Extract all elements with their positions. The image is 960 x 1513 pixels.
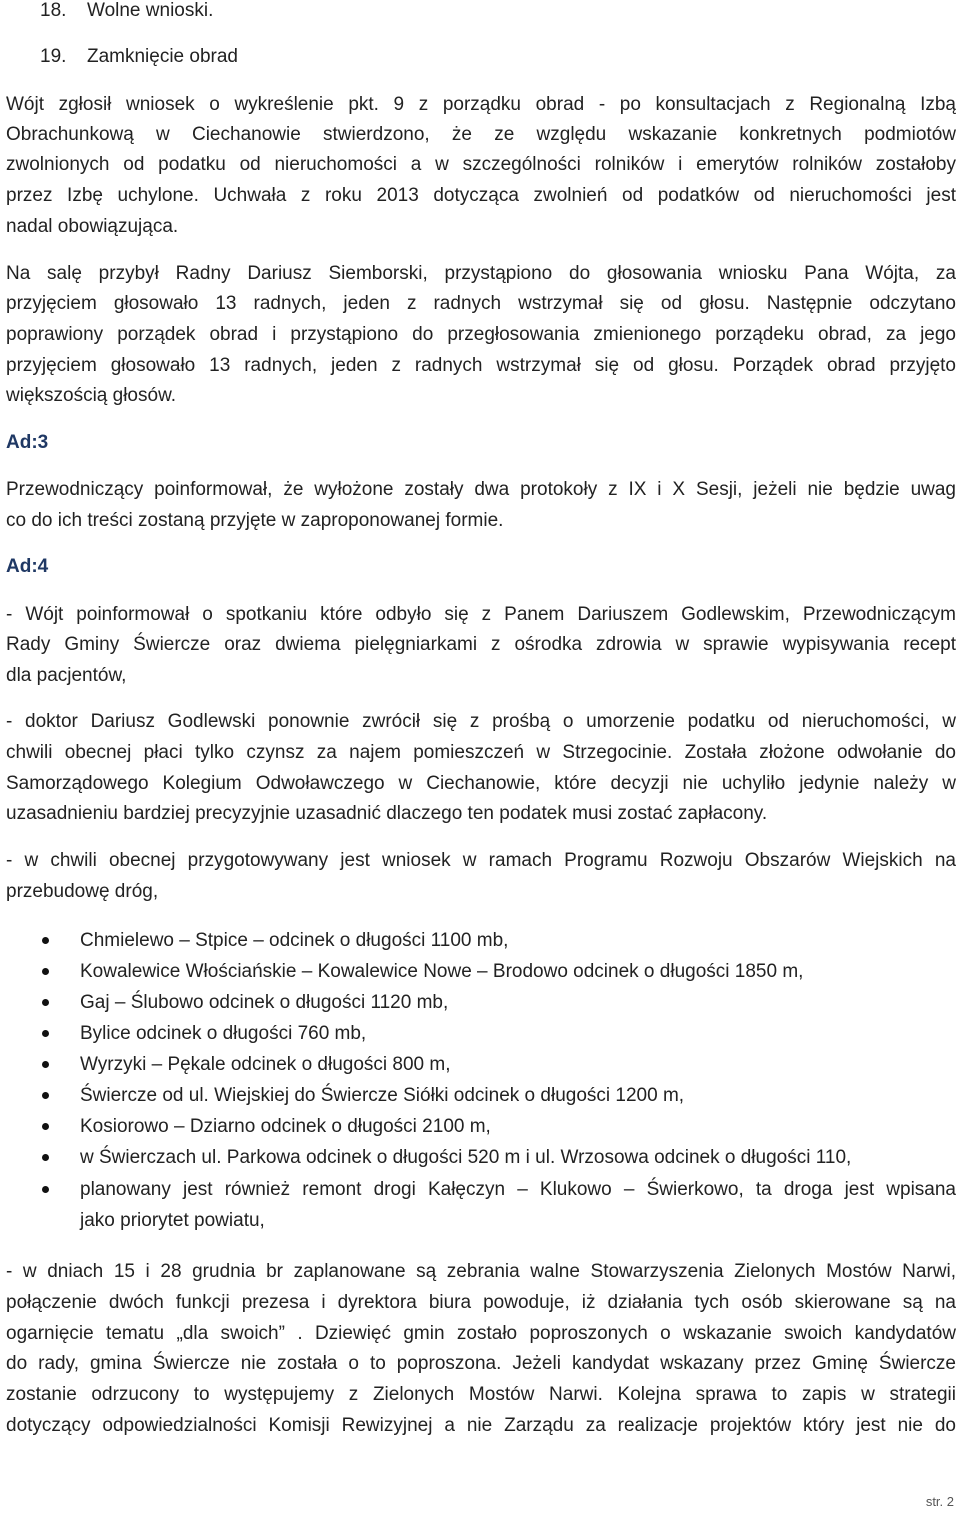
paragraph-line: większością głosów.: [6, 385, 177, 406]
list-item-text: Kowalewice Włościańskie – Kowalewice Nowe – Brodowo odcinek o długości 1850 m,: [80, 961, 804, 982]
paragraph-line: uzasadnieniu bardziej precyzyjnie uzasadnić dlaczego ten podatek musi zostać zapłacony.: [6, 803, 768, 824]
agenda-text: Wolne wnioski.: [86, 0, 214, 21]
bullet-icon: [42, 968, 49, 975]
paragraph-line: przebudowę dróg,: [6, 881, 159, 902]
list-item-text: planowany jest również remont drogi Kałęczyn – Klukowo – Świerkowo, ta droga jest wpisana: [80, 1179, 956, 1200]
agenda-item-19: [40, 41, 238, 72]
paragraph-line: poprawiony porządek obrad i przystąpiono do przegłosowania zmienionego porządeku obrad, za jego: [6, 324, 956, 345]
list-item-text: Bylice odcinek o długości 760 mb,: [80, 1023, 367, 1044]
paragraph-line: - Wójt poinformował o spotkaniu które odbyło się z Panem Dariuszem Godlewskim, Przewodniczącym: [6, 604, 956, 625]
paragraph-line: Na salę przybył Radny Dariusz Siemborski, przystąpiono do głosowania wniosku Pana Wójta, za: [6, 263, 956, 284]
paragraph-line: przyjęciem głosowało 13 radnych, jeden z radnych wstrzymał się od głosu. Porządek obrad przyjęto: [6, 355, 956, 376]
paragraph-line: ogarnięcie tematu „dla swoich” . Dziewięć gmin zostało poproszonych o wskazanie swoich kandydatów: [6, 1323, 956, 1344]
paragraph-line: chwili obecnej płaci tylko czynsz za najem pomieszczeń w Strzegocinie. Została złożone odwołanie do: [6, 742, 956, 763]
paragraph-line: przez Izbę uchylone. Uchwała z roku 2013 dotycząca zwolnień od podatków od nieruchomości jest: [6, 185, 956, 206]
paragraph-line: Obrachunkową w Ciechanowie stwierdzono, że ze względu wskazanie konkretnych podmiotów: [6, 124, 956, 145]
list-item-text: w Świerczach ul. Parkowa odcinek o długości 520 m i ul. Wrzosowa odcinek o długości 110,: [80, 1147, 852, 1168]
bullet-icon: [42, 1061, 49, 1068]
paragraph-line: Rady Gminy Świercze oraz dwiema pielęgniarkami z ośrodka zdrowia w sprawie wypisywania recept: [6, 634, 956, 655]
paragraph-line: Przewodniczący poinformował, że wyłożone zostały dwa protokoły z IX i X Sesji, jeżeli nie będzie uwag: [6, 479, 956, 500]
bullet-icon: [42, 1092, 49, 1099]
paragraph-line: Wójt zgłosił wniosek o wykreślenie pkt. 9 z porządku obrad - po konsultacjach z Regionalną Izbą: [6, 94, 956, 115]
list-item-text: Świercze od ul. Wiejskiej do Świercze Siółki odcinek o długości 1200 m,: [80, 1085, 685, 1106]
bullet-icon: [42, 937, 49, 944]
section-heading-ad3: Ad:3: [6, 432, 49, 453]
section-heading-ad4: Ad:4: [6, 556, 49, 577]
paragraph-line: zwolnionych od podatku od nieruchomości a w szczególności rolników i emerytów rolników zostałoby: [6, 154, 956, 175]
bullet-icon: [42, 1186, 49, 1193]
agenda-number: 19.: [40, 46, 67, 67]
paragraph-line: - w chwili obecnej przygotowywany jest wniosek w ramach Programu Rozwoju Obszarów Wiejskich na: [6, 850, 956, 871]
bullet-icon: [42, 1123, 49, 1130]
paragraph-line: dla pacjentów,: [6, 665, 127, 686]
bullet-icon: [42, 999, 49, 1006]
paragraph-line: - w dniach 15 i 28 grudnia br zaplanowane są zebrania walne Stowarzyszenia Zielonych Mostów Narwi,: [6, 1261, 956, 1282]
bullet-icon: [42, 1154, 49, 1161]
paragraph-line: dotyczący odpowiedzialności Komisji Rewizyjnej a nie Zarządu za realizacje projektów który jest nie do: [6, 1415, 956, 1436]
paragraph-line: do rady, gmina Świercze nie została o to poproszona. Jeżeli kandydat wskazany przez Gminę Świercze: [6, 1353, 956, 1374]
list-item-text: Kosiorowo – Dziarno odcinek o długości 2100 m,: [80, 1116, 491, 1137]
paragraph-line: nadal obowiązująca.: [6, 216, 179, 237]
agenda-text: Zamknięcie obrad: [86, 46, 239, 67]
list-item-text: Wyrzyki – Pękale odcinek o długości 800 m,: [80, 1054, 451, 1075]
page-number: str. 2: [925, 1494, 954, 1509]
paragraph-line: zostanie odrzucony to występujemy z Zielonych Mostów Narwi. Kolejna sprawa to zapis w strategii: [6, 1384, 956, 1405]
bullet-icon: [42, 1030, 49, 1037]
paragraph-line: co do ich treści zostaną przyjęte w zaproponowanej formie.: [6, 510, 504, 531]
list-item-text: Chmielewo – Stpice – odcinek o długości 1100 mb,: [80, 930, 509, 951]
paragraph-line: - doktor Dariusz Godlewski ponownie zwrócił się z prośbą o umorzenie podatku od nieruchomości, w: [6, 711, 956, 732]
list-item-text: Gaj – Ślubowo odcinek o długości 1120 mb,: [80, 992, 449, 1013]
list-item-text: jako priorytet powiatu,: [80, 1210, 265, 1231]
paragraph-line: przyjęciem głosowało 13 radnych, jeden z radnych wstrzymał się od głosu. Następnie odczytano: [6, 293, 956, 314]
agenda-item-18: [40, 0, 213, 26]
paragraph-line: połączenie dwóch funkcji prezesa i dyrektora biura powoduje, iż działania tych osób skierowane są na: [6, 1292, 956, 1313]
paragraph-line: Samorządowego Kolegium Odwoławczego w Ciechanowie, które decyzji nie uchyliło jedynie należy w: [6, 773, 956, 794]
agenda-number: 18.: [40, 0, 67, 21]
